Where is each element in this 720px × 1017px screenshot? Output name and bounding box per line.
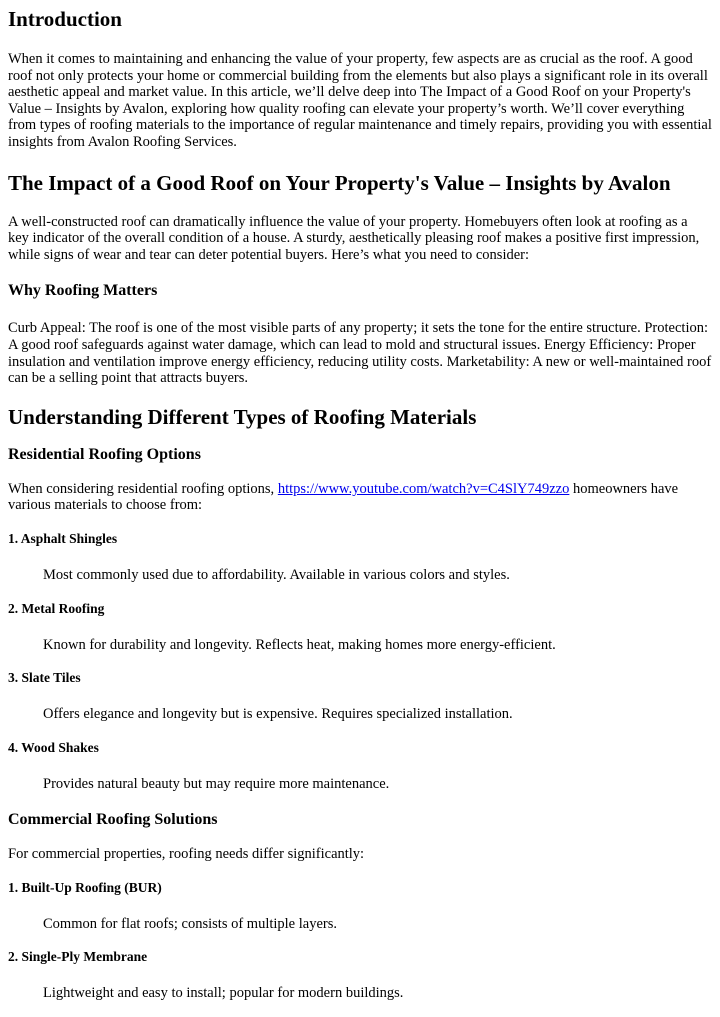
residential-item-desc: Offers elegance and longevity but is expensive. Requires specialized installation. [43,706,513,723]
residential-item-title: 2. Metal Roofing [8,600,105,616]
introduction-heading: Introduction [8,7,122,31]
residential-text-after: homeowners have various materials to choose from: [8,480,679,514]
roofing-types-heading: Understanding Different Types of Roofing Materials [8,404,477,429]
residential-item-title: 1. Asphalt Shingles [8,530,118,546]
residential-item-title: 3. Slate Tiles [8,670,81,686]
residential-paragraph [8,481,712,514]
commercial-item-title: 2. Single-Ply Membrane [8,949,148,965]
residential-item-title: 4. Wood Shakes [8,739,99,755]
commercial-heading: Commercial Roofing Solutions [8,811,218,829]
why-roofing-matters-heading: Why Roofing Matters [8,282,158,300]
residential-item-desc: Most commonly used due to affordability. Available in various colors and styles. [43,566,510,583]
commercial-item-title: 1. Built-Up Roofing (BUR) [8,879,162,895]
commercial-paragraph: For commercial properties, roofing needs differ significantly: [8,846,365,863]
residential-item-desc: Known for durability and longevity. Reflects heat, making homes more energy-efficient. [43,636,556,653]
residential-text-before: When considering residential roofing options, [8,480,278,497]
why-roofing-matters-paragraph: Curb Appeal: The roof is one of the most visible parts of any property; it sets the tone for the entire structure. Protection: A good roof safeguards against water damage, which can lead to mold and structural issues. Energy Efficiency: Proper insulation and ventilation improve energy efficiency, reducing utility costs. Marketability: A new or well-maintained roof can be a selling point that attracts buyers. [8,320,712,387]
commercial-item-desc: Common for flat roofs; consists of multiple layers. [43,915,337,932]
residential-heading: Residential Roofing Options [8,445,201,463]
commercial-item-desc: Lightweight and easy to install; popular for modern buildings. [43,985,404,1002]
residential-item-desc: Provides natural beauty but may require more maintenance. [43,775,390,792]
introduction-paragraph: When it comes to maintaining and enhancing the value of your property, few aspects are as crucial as the roof. A good roof not only protects your home or commercial building from the elements but also plays a significant role in its overall aesthetic appeal and market value. In this article, we’ll delve deep into The Impact of a Good Roof on your Property's Value – Insights by Avalon, exploring how quality roofing can elevate your property’s worth. We’ll cover everything from types of roofing materials to the importance of regular maintenance and timely repairs, providing you with essential insights from Avalon Roofing Services. [8,51,712,150]
youtube-link[interactable]: https://www.youtube.com/watch?v=C4SlY749zzo [277,480,570,497]
impact-paragraph: A well-constructed roof can dramatically influence the value of your property. Homebuyers often look at roofing as a key indicator of the overall condition of a house. A sturdy, aesthetically pleasing roof makes a positive first impression, while signs of wear and tear can deter potential buyers. Here’s what you need to consider: [8,213,700,263]
impact-heading: The Impact of a Good Roof on Your Property's Value – Insights by Avalon [8,170,671,195]
